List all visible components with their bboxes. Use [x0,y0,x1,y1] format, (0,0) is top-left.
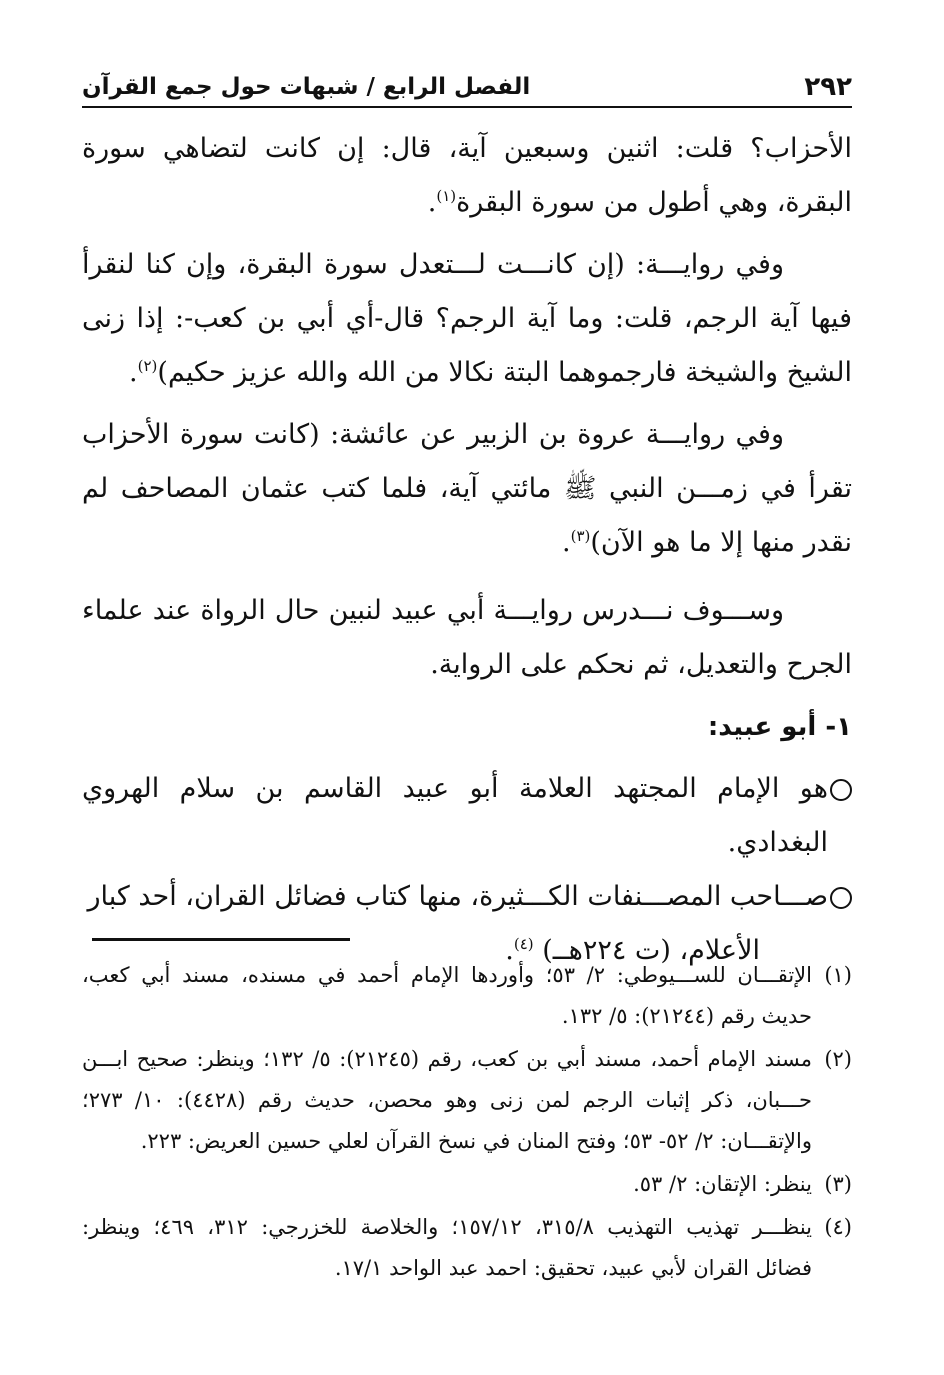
paragraph-4: وســـوف نـــدرس روايـــة أبي عبيد لنبين حال الرواة عند علماء الجرح والتعديل، ثم نحكم على الرواية. [82,595,852,680]
bullet-item-1-text: هو الإمام المجتهد العلامة أبو عبيد القاسم بن سلام الهروي البغدادي. [82,773,828,858]
paragraph-3-text: وفي روايـــة عروة بن الزبير عن عائشة: (كانت سورة الأحزاب تقرأ في زمـــن النبي ﷺ مائتي آية، فلما كتب عثمان المصاحف لم نقدر منها إلا ما هو الآن) [82,419,852,558]
footnote-4 [82,1207,852,1289]
circle-bullet-icon [830,779,852,801]
footnotes [82,955,852,1291]
circle-bullet-icon [830,887,852,909]
footnote-2 [82,1039,852,1162]
footnote-text: ينظـــر تهذيب التهذيب ٣١٥/٨، ١٥٧/١٢؛ والخلاصة للخزرجي: ٣١٢، ٤٦٩؛ وينظر: فضائل القران لأبي عبيد، تحقيق: احمد عبد الواحد ١٧/١. [82,1215,813,1280]
footnote-number: (٢) [824,1047,852,1071]
footnote-number: (١) [824,963,852,987]
footnote-divider [92,938,350,941]
footnote-text: ينظر: الإتقان: ٢/ ٥٣. [633,1172,812,1196]
footnote-text: الإتقـــان للســـيوطي: ٢/ ٥٣؛ وأوردها الإمام أحمد في مسنده، مسند أبي كعب، حديث رقم (٢١٢٤٤): ٥/ ١٣٢. [82,963,812,1028]
paragraph-3: وفي روايـــة عروة بن الزبير عن عائشة: (كانت سورة الأحزاب تقرأ في زمـــن النبي ﷺ مائتي آية، فلما كتب عثمان المصاحف لم نقدر منها إلا ما هو الآن)$^{(٣)}$. [82,419,852,558]
paragraph-2-text: وفي روايـــة: (إن كانـــت لـــتعدل سورة البقرة، وإن كنا لنقرأ فيها آية الرجم، قلت: وما آية الرجم؟ قال-أي أبي بن كعب-: إذا زنى الشيخ والشيخة فارجموهما البتة نكالا من الله والله عزيز حكيم) [82,249,852,388]
footnote-3 [82,1164,852,1205]
paragraph-1-text: الأحزاب؟ قلت: اثنين وسبعين آية، قال: إن كانت لتضاهي سورة البقرة، وهي أطول من سورة البقرة [82,133,852,218]
footnote-ref-4[interactable]: (٤) [513,935,534,953]
footnote-number: (٤) [824,1215,852,1239]
footnote-1 [82,955,852,1037]
footnote-ref-1[interactable]: (١) [436,187,457,205]
footnote-text: مسند الإمام أحمد، مسند أبي بن كعب، رقم (٢١٢٤٥): ٥/ ١٣٢؛ وينظر: صحيح ابـــن حـــبان، ذكر إثبات الرجم لمن زنى وهو محصن، حديث رقم (٤٤٢٨): ١٠/ ٢٧٣؛ والإتقـــان: ٢/ ٥٢- ٥٣؛ وفتح المنان في نسخ القرآن لعلي حسين العريض: ٢٢٣. [82,1047,812,1153]
paragraph-2: وفي روايـــة: (إن كانـــت لـــتعدل سورة البقرة، وإن كنا لنقرأ فيها آية الرجم، قلت: وما آية الرجم؟ قال-أي أبي بن كعب-: إذا زنى الشيخ والشيخة فارجموهما البتة نكالا من الله والله عزيز حكيم)$^{(٢)}$. [82,249,852,388]
paragraph-1: الأحزاب؟ قلت: اثنين وسبعين آية، قال: إن كانت لتضاهي سورة البقرة، وهي أطول من سورة البقرة$^{(١)}$. [82,133,852,218]
section-heading: ١- أبو عبيد: [707,712,852,742]
bullet-item-1 [82,762,852,870]
bullet-item-2-line-2-text: الأعلام، (ت ٢٢٤هــ) [542,935,760,966]
footnote-ref-2[interactable]: (٢) [137,357,158,375]
bullet-item-2-line-1: صـــاحب المصـــنفات الكـــثيرة، منها كتاب فضائل القران، أحد كبار [87,881,828,912]
bullet-item-2-line-2: الأعلام، (ت ٢٢٤هــ) $^{(٤)}$. [505,935,760,966]
main-text [82,122,852,978]
footnote-ref-3[interactable]: (٣) [570,527,591,545]
page-number: ٢٩٢ [804,72,852,102]
footnote-number: (٣) [824,1172,852,1196]
page-header [82,66,852,108]
chapter-title: الفصل الرابع / شبهات حول جمع القرآن [82,74,531,100]
